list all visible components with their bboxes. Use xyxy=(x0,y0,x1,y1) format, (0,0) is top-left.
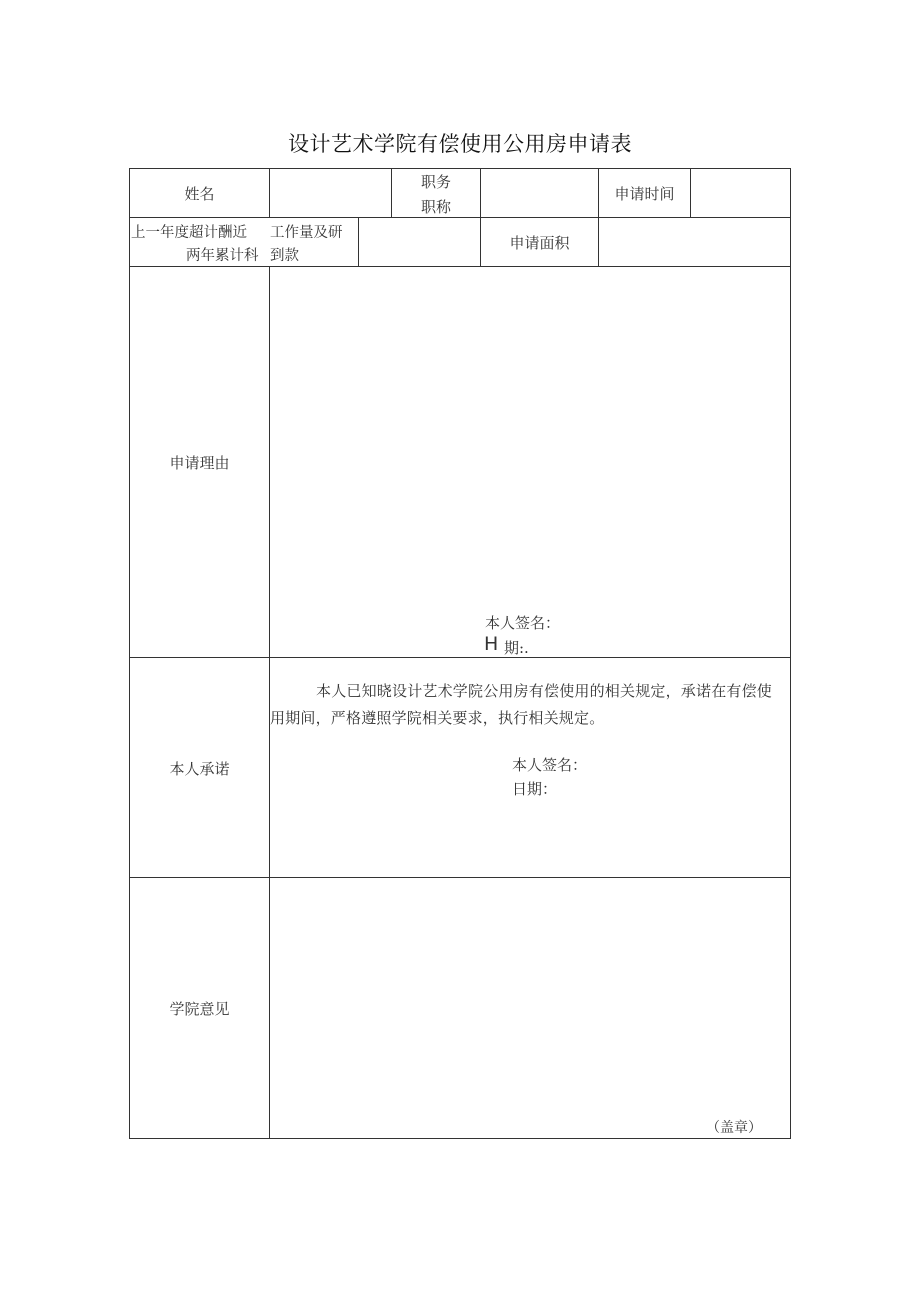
name-label: 姓名 xyxy=(184,185,215,203)
table-border-right xyxy=(790,168,791,1139)
college-opinion-label: 学院意见 xyxy=(169,1000,230,1018)
pledge-label: 本人承诺 xyxy=(169,760,230,778)
research-label-line2: 到款 xyxy=(270,248,299,264)
row2-bottom-line xyxy=(129,266,791,267)
pledge-signature: 本人签名： xyxy=(512,756,588,774)
pledge-date: 日期： xyxy=(512,780,558,798)
overtime-label-line2: 两年累计科 xyxy=(186,248,259,264)
position-label-line2: 职称 xyxy=(420,198,451,216)
table-border-top xyxy=(129,168,791,169)
overtime-label-line1: 上一年度超计酬近 xyxy=(131,225,247,241)
row1-bottom-line xyxy=(129,217,791,218)
table-border-bottom xyxy=(129,1138,791,1139)
row1-divider-3 xyxy=(480,168,481,218)
reason-bottom-line xyxy=(129,657,791,658)
seal-label: （盖章） xyxy=(706,1120,762,1136)
table-border-left xyxy=(129,168,130,1139)
apply-time-label: 申请时间 xyxy=(614,185,675,203)
reason-label: 申请理由 xyxy=(169,454,230,472)
pledge-bottom-line xyxy=(129,877,791,878)
form-title: 设计艺术学院有偿使用公用房申请表 xyxy=(288,132,632,156)
reason-date: 期:. xyxy=(504,639,529,657)
research-label-line1: 工作量及研 xyxy=(270,225,343,241)
row1-divider-1 xyxy=(269,168,270,218)
area-label: 申请面积 xyxy=(509,234,570,252)
reason-signature: 本人签名： xyxy=(485,614,561,632)
row2-divider-3 xyxy=(598,217,599,267)
reason-date-h: H xyxy=(484,633,499,655)
position-label-line1: 职务 xyxy=(420,173,451,191)
pledge-text: 本人已知晓设计艺术学院公用房有偿使用的相关规定，承诺在有偿使用期间，严格遵照学院相关要求，执行相关规定。 xyxy=(270,682,773,727)
row1-divider-5 xyxy=(690,168,691,218)
row2-divider-1 xyxy=(358,217,359,267)
